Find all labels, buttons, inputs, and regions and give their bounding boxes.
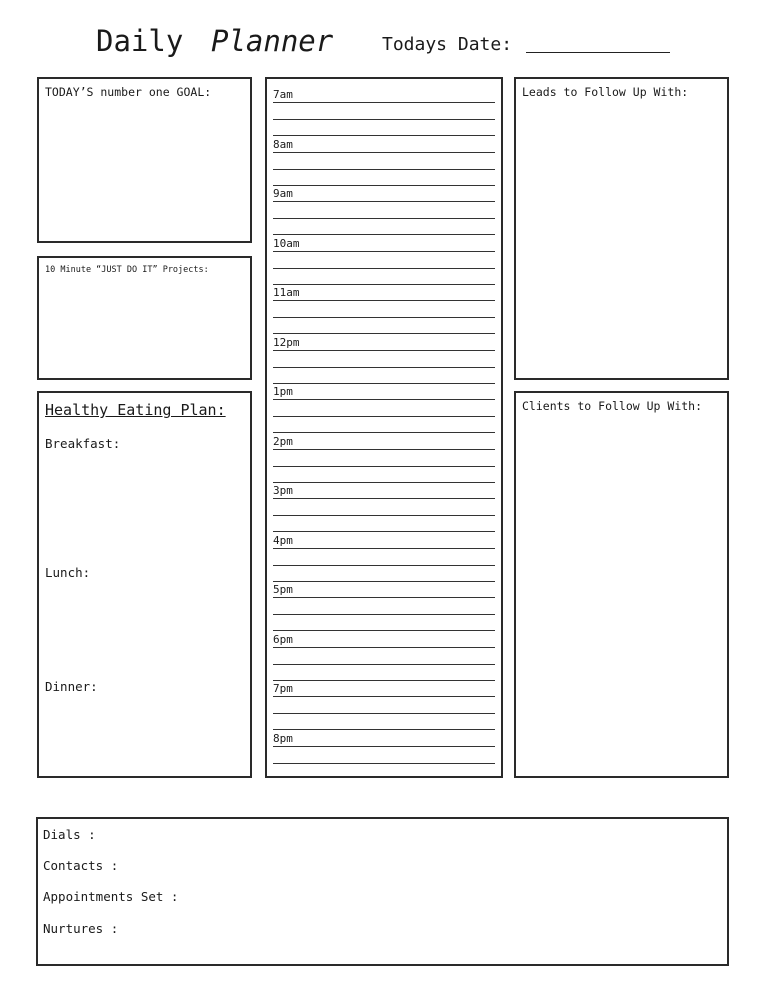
writing-line xyxy=(273,251,495,252)
daily-stats-box xyxy=(36,817,729,966)
writing-line xyxy=(273,565,495,566)
schedule-time-label: 5pm xyxy=(273,583,293,596)
lunch-label: Lunch: xyxy=(45,565,91,580)
schedule-slot-row xyxy=(273,136,495,152)
eating-plan-title: Healthy Eating Plan: xyxy=(45,401,226,419)
dials-label: Dials : xyxy=(43,827,96,842)
writing-line xyxy=(273,399,495,400)
schedule-time-label: 6pm xyxy=(273,632,293,646)
schedule-slot-row xyxy=(273,383,495,399)
schedule-slot-row xyxy=(273,482,495,498)
writing-line xyxy=(273,713,495,714)
appointments-set-label: Appointments Set : xyxy=(43,889,179,904)
writing-line xyxy=(273,597,495,598)
schedule-slot[interactable] xyxy=(273,284,495,334)
writing-line xyxy=(273,498,495,499)
schedule-slot-row xyxy=(273,433,495,449)
hourly-schedule-box xyxy=(265,77,503,778)
dinner-label: Dinner: xyxy=(45,679,98,694)
projects-label: 10 Minute “JUST DO IT” Projects: xyxy=(45,265,209,275)
date-label: Todays Date: xyxy=(382,34,513,55)
breakfast-label: Breakfast: xyxy=(45,436,121,451)
writing-line xyxy=(273,218,495,219)
schedule-time-label: 3pm xyxy=(273,484,293,497)
writing-line xyxy=(273,268,495,269)
schedule-slot[interactable] xyxy=(273,631,495,681)
writing-line xyxy=(273,367,495,368)
schedule-slot[interactable] xyxy=(273,581,495,631)
writing-line xyxy=(273,647,495,648)
writing-line xyxy=(273,614,495,615)
writing-line xyxy=(273,466,495,467)
schedule-time-label: 2pm xyxy=(273,434,293,448)
schedule-slot-row xyxy=(273,581,495,597)
writing-line xyxy=(273,548,495,549)
schedule-slot[interactable] xyxy=(273,680,495,730)
schedule-slot[interactable] xyxy=(273,86,495,136)
schedule-slot-row xyxy=(273,235,495,251)
writing-line xyxy=(273,515,495,516)
clients-box[interactable] xyxy=(514,391,729,778)
page-title-daily: Daily xyxy=(96,24,184,58)
schedule-slot-row xyxy=(273,730,495,746)
contacts-label: Contacts : xyxy=(43,858,119,873)
schedule-slot-row xyxy=(273,284,495,300)
schedule-time-label: 12pm xyxy=(273,335,300,349)
schedule-slot[interactable] xyxy=(273,482,495,532)
schedule-slot[interactable] xyxy=(273,334,495,384)
schedule-time-label: 8pm xyxy=(273,731,293,745)
writing-line xyxy=(273,350,495,351)
schedule-slot[interactable] xyxy=(273,136,495,186)
nurtures-label: Nurtures : xyxy=(43,921,119,936)
schedule-slot-row xyxy=(273,631,495,647)
writing-line xyxy=(273,449,495,450)
schedule-time-label: 9am xyxy=(273,187,293,200)
clients-label: Clients to Follow Up With: xyxy=(522,399,703,413)
writing-line xyxy=(273,664,495,665)
goal-label: TODAY’S number one GOAL: xyxy=(45,85,212,99)
writing-line xyxy=(273,152,495,153)
writing-line xyxy=(273,763,495,764)
schedule-slot-row xyxy=(273,185,495,201)
writing-line xyxy=(273,416,495,417)
schedule-time-label: 8am xyxy=(273,137,293,151)
leads-label: Leads to Follow Up With: xyxy=(522,85,689,99)
schedule-slot[interactable] xyxy=(273,383,495,433)
writing-line xyxy=(273,169,495,170)
schedule-time-label: 4pm xyxy=(273,533,293,547)
writing-line xyxy=(273,119,495,120)
eating-plan-box[interactable] xyxy=(37,391,252,778)
schedule-time-label: 10am xyxy=(273,236,300,250)
schedule-slot-row xyxy=(273,334,495,350)
writing-line xyxy=(273,102,495,103)
page-title-planner: Planner xyxy=(211,24,334,58)
writing-line xyxy=(273,317,495,318)
schedule-slot[interactable] xyxy=(273,532,495,582)
writing-line xyxy=(273,201,495,202)
schedule-slot-row xyxy=(273,680,495,696)
schedule-time-label: 1pm xyxy=(273,385,293,398)
schedule-time-label: 7pm xyxy=(273,682,293,695)
schedule-slot-row xyxy=(273,86,495,102)
writing-line xyxy=(273,300,495,301)
schedule-slot-row xyxy=(273,532,495,548)
schedule-slot[interactable] xyxy=(273,433,495,483)
projects-box[interactable] xyxy=(37,256,252,380)
schedule-time-label: 7am xyxy=(273,88,293,101)
writing-line xyxy=(273,696,495,697)
schedule-time-label: 11am xyxy=(273,286,300,299)
leads-box[interactable] xyxy=(514,77,729,380)
writing-line xyxy=(273,746,495,747)
date-input-line[interactable] xyxy=(526,52,670,53)
schedule-slot[interactable] xyxy=(273,730,495,780)
schedule-slot[interactable] xyxy=(273,235,495,285)
schedule-slot[interactable] xyxy=(273,185,495,235)
goal-box[interactable] xyxy=(37,77,252,243)
